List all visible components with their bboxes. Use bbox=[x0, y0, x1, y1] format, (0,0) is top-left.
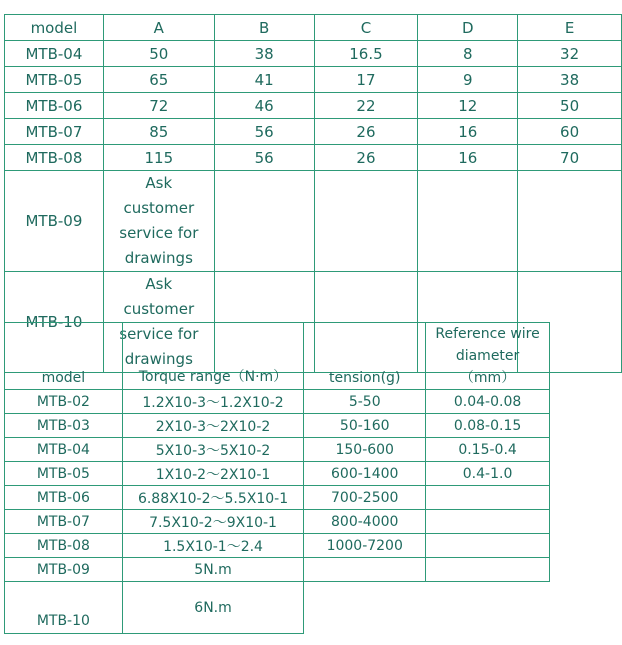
table-cell: 22 bbox=[314, 93, 418, 119]
table-cell: 1.5X10-1～2.4 bbox=[122, 534, 304, 558]
table-cell: MTB-07 bbox=[5, 510, 123, 534]
column-header: model bbox=[5, 323, 123, 390]
table-cell: 6.88X10-2～5.5X10-1 bbox=[122, 486, 304, 510]
empty-cell bbox=[418, 171, 518, 272]
column-header: C bbox=[314, 15, 418, 41]
table-cell bbox=[426, 510, 550, 534]
table-row bbox=[5, 145, 622, 171]
column-header: tension(g) bbox=[304, 323, 426, 390]
table-row bbox=[5, 558, 550, 582]
table-cell: 0.08-0.15 bbox=[426, 414, 550, 438]
table-cell: 16.5 bbox=[314, 41, 418, 67]
table-cell: MTB-07 bbox=[5, 119, 104, 145]
table-row bbox=[5, 390, 550, 414]
column-header: Reference wire diameter（mm） bbox=[426, 323, 550, 390]
table-row bbox=[5, 67, 622, 93]
header-row bbox=[5, 323, 550, 390]
blank-cell bbox=[426, 582, 550, 634]
table-cell: 5-50 bbox=[304, 390, 426, 414]
empty-cell bbox=[426, 558, 550, 582]
table-row bbox=[5, 41, 622, 67]
table-cell: 1000-7200 bbox=[304, 534, 426, 558]
table-cell: 600-1400 bbox=[304, 462, 426, 486]
column-header: D bbox=[418, 15, 518, 41]
column-header: E bbox=[518, 15, 622, 41]
table-cell: 115 bbox=[103, 145, 214, 171]
table-cell: 16 bbox=[418, 119, 518, 145]
model-cell: MTB-10 bbox=[5, 272, 104, 373]
empty-cell bbox=[314, 171, 418, 272]
blank-cell bbox=[304, 582, 426, 634]
table-cell: 56 bbox=[214, 119, 314, 145]
table-cell: MTB-04 bbox=[5, 438, 123, 462]
table-cell: MTB-03 bbox=[5, 414, 123, 438]
table-cell: MTB-05 bbox=[5, 67, 104, 93]
table-cell: 65 bbox=[103, 67, 214, 93]
table-cell: 700-2500 bbox=[304, 486, 426, 510]
note-cell: Ask customer service for drawings bbox=[103, 171, 214, 272]
table-row bbox=[5, 486, 550, 510]
table-cell: 7.5X10-2～9X10-1 bbox=[122, 510, 304, 534]
model-cell: MTB-10 bbox=[5, 582, 123, 634]
table-cell: 41 bbox=[214, 67, 314, 93]
dimensions-table bbox=[4, 14, 622, 373]
table-row bbox=[5, 414, 550, 438]
table-cell: 56 bbox=[214, 145, 314, 171]
table-cell: 26 bbox=[314, 145, 418, 171]
model-cell: MTB-09 bbox=[5, 558, 123, 582]
table-cell: 1X10-2～2X10-1 bbox=[122, 462, 304, 486]
table-cell: MTB-04 bbox=[5, 41, 104, 67]
table-cell: 5X10-3～5X10-2 bbox=[122, 438, 304, 462]
table-row bbox=[5, 462, 550, 486]
table-cell: 85 bbox=[103, 119, 214, 145]
table-cell: 70 bbox=[518, 145, 622, 171]
table-cell: MTB-05 bbox=[5, 462, 123, 486]
table-row bbox=[5, 534, 550, 558]
empty-cell bbox=[214, 171, 314, 272]
table-cell: 8 bbox=[418, 41, 518, 67]
table-cell: 60 bbox=[518, 119, 622, 145]
table-cell: 50 bbox=[103, 41, 214, 67]
table-cell: 26 bbox=[314, 119, 418, 145]
table-cell bbox=[426, 534, 550, 558]
table-row bbox=[5, 510, 550, 534]
table-row bbox=[5, 582, 550, 634]
table-cell: 38 bbox=[518, 67, 622, 93]
table-cell: 0.15-0.4 bbox=[426, 438, 550, 462]
table-cell: MTB-08 bbox=[5, 534, 123, 558]
empty-cell bbox=[304, 558, 426, 582]
table-cell: MTB-06 bbox=[5, 93, 104, 119]
table-cell: 0.04-0.08 bbox=[426, 390, 550, 414]
column-header: B bbox=[214, 15, 314, 41]
model-cell: MTB-09 bbox=[5, 171, 104, 272]
table-cell: MTB-08 bbox=[5, 145, 104, 171]
table-cell: 50-160 bbox=[304, 414, 426, 438]
table-cell bbox=[426, 486, 550, 510]
table-cell: 800-4000 bbox=[304, 510, 426, 534]
column-header: Torque range（N·m） bbox=[122, 323, 304, 390]
table-cell: 1.2X10-3～1.2X10-2 bbox=[122, 390, 304, 414]
table-cell: MTB-02 bbox=[5, 390, 123, 414]
table-cell: 38 bbox=[214, 41, 314, 67]
note-cell: Ask customer service for drawings bbox=[103, 272, 214, 373]
empty-cell bbox=[518, 171, 622, 272]
torque-cell: 5N.m bbox=[122, 558, 304, 582]
column-header: model bbox=[5, 15, 104, 41]
table-cell: 2X10-3～2X10-2 bbox=[122, 414, 304, 438]
table-row bbox=[5, 171, 622, 272]
column-header: A bbox=[103, 15, 214, 41]
table-row bbox=[5, 119, 622, 145]
torque-cell: 6N.m bbox=[122, 582, 304, 634]
torque-table bbox=[4, 322, 550, 634]
table-row bbox=[5, 438, 550, 462]
table-cell: 46 bbox=[214, 93, 314, 119]
table-cell: 150-600 bbox=[304, 438, 426, 462]
table-cell: 12 bbox=[418, 93, 518, 119]
table-cell: 50 bbox=[518, 93, 622, 119]
table-cell: MTB-06 bbox=[5, 486, 123, 510]
table-cell: 32 bbox=[518, 41, 622, 67]
table-cell: 9 bbox=[418, 67, 518, 93]
header-row bbox=[5, 15, 622, 41]
table-cell: 17 bbox=[314, 67, 418, 93]
table-cell: 0.4-1.0 bbox=[426, 462, 550, 486]
table-row bbox=[5, 93, 622, 119]
table-cell: 16 bbox=[418, 145, 518, 171]
table-cell: 72 bbox=[103, 93, 214, 119]
